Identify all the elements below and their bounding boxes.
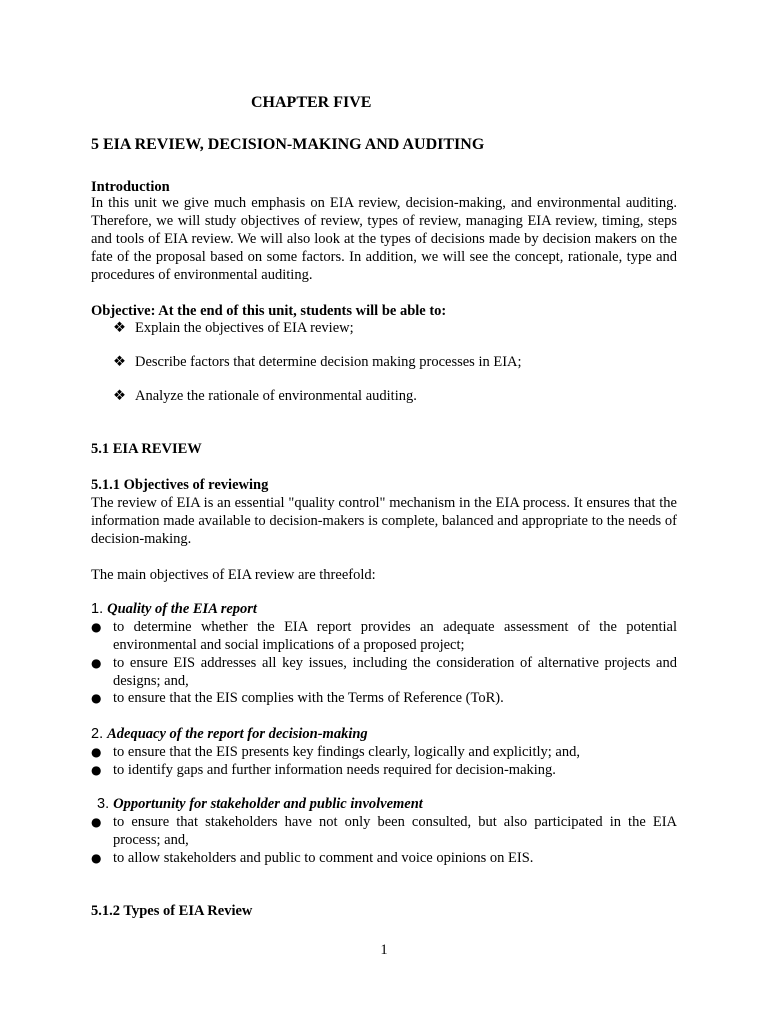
bullet-dot-icon: ● — [91, 620, 102, 634]
bullet-dot-icon: ● — [91, 851, 102, 865]
group-number: 3. — [97, 796, 110, 812]
unit-title: 5 EIA REVIEW, DECISION-MAKING AND AUDITING — [91, 136, 485, 153]
group-number: 2. — [91, 726, 104, 742]
list-item — [91, 813, 677, 849]
subsection-heading-5-1-1: 5.1.1 Objectives of reviewing — [91, 477, 269, 493]
list-item — [91, 761, 677, 779]
bullet-dot-icon: ● — [91, 656, 102, 670]
chapter-heading: CHAPTER FIVE — [251, 94, 372, 111]
list-item-text: to determine whether the EIA report provides an adequate assessment of the potential environmental and social implications of a proposed project; — [113, 619, 677, 653]
objectives-lead: The main objectives of EIA review are threefold: — [91, 567, 376, 583]
list-item-text: to ensure EIS addresses all key issues, including the consideration of alternative projects and designs; and, — [113, 655, 677, 689]
objective-item-text: Describe factors that determine decision making processes in EIA; — [135, 354, 522, 370]
subsection-heading-5-1-2: 5.1.2 Types of EIA Review — [91, 903, 253, 919]
list-item-text: to identify gaps and further information needs required for decision-making. — [113, 762, 556, 778]
list-item-text: to ensure that the EIS presents key findings clearly, logically and explicitly; and, — [113, 744, 580, 760]
intro-paragraph: In this unit we give much emphasis on EIA review, decision-making, and environmental auditing. Therefore, we will study objectives of review, types of review, managing EIA review, timing, steps and tools of EIA review. We will also look at the types of decisions made by decision makers on the fate of the proposal based on some factors. In addition, we will see the concept, rationale, type and procedures of environmental auditing. — [91, 195, 677, 283]
bullet-dot-icon: ● — [91, 745, 102, 759]
list-item — [91, 689, 677, 707]
bullet-dot-icon: ● — [91, 763, 102, 777]
list-item-text: to allow stakeholders and public to comment and voice opinions on EIS. — [113, 850, 534, 866]
group-title: Opportunity for stakeholder and public involvement — [113, 796, 423, 812]
section-heading-5-1: 5.1 EIA REVIEW — [91, 441, 202, 457]
objective-group-heading — [91, 600, 257, 618]
list-item-text: to ensure that stakeholders have not only been consulted, but also participated in the EIA process; and, — [113, 814, 677, 848]
page-number: 1 — [380, 942, 388, 958]
objective-item-text: Explain the objectives of EIA review; — [135, 320, 354, 336]
bullet-dot-icon: ● — [91, 815, 102, 829]
list-item-text: to ensure that the EIS complies with the Terms of Reference (ToR). — [113, 690, 504, 706]
intro-heading: Introduction — [91, 179, 170, 195]
review-paragraph: The review of EIA is an essential "quality control" mechanism in the EIA process. It ensures that the information made available to decision-makers is complete, balanced and appropriate to the needs of decision-making. — [91, 495, 677, 547]
objective-item-text: Analyze the rationale of environmental auditing. — [135, 388, 417, 404]
list-item — [91, 743, 677, 761]
diamond-bullet-icon: ❖ — [113, 388, 126, 404]
objective-item — [113, 353, 522, 371]
objective-heading: Objective: At the end of this unit, students will be able to: — [91, 303, 447, 319]
group-title: Quality of the EIA report — [107, 601, 257, 617]
objective-item — [113, 387, 417, 405]
objective-group-heading — [97, 795, 423, 813]
bullet-dot-icon: ● — [91, 691, 102, 705]
group-title: Adequacy of the report for decision-making — [107, 726, 368, 742]
objective-group-heading — [91, 725, 368, 743]
list-item — [91, 654, 677, 690]
group-number: 1. — [91, 601, 104, 617]
list-item — [91, 849, 677, 867]
objective-item — [113, 319, 354, 337]
diamond-bullet-icon: ❖ — [113, 320, 126, 336]
list-item — [91, 618, 677, 654]
diamond-bullet-icon: ❖ — [113, 354, 126, 370]
